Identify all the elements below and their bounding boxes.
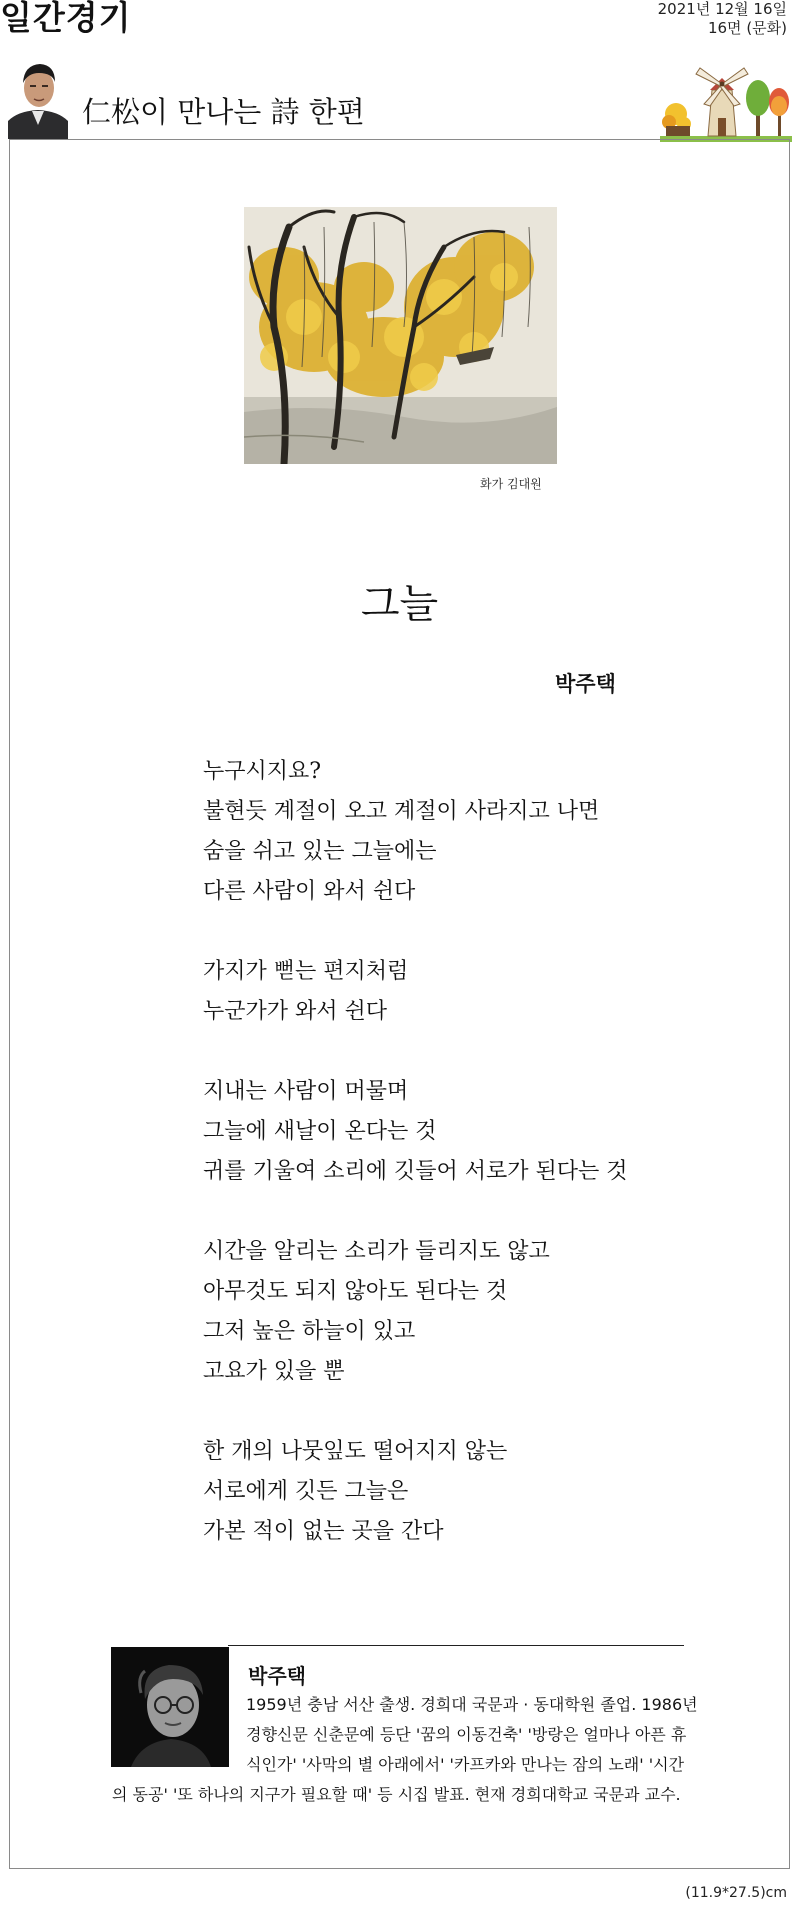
poem-line: 그늘에 새날이 온다는 것 (203, 1119, 437, 1144)
poem-line: 시간을 알리는 소리가 들리지도 않고 (203, 1239, 550, 1264)
poem-stanza (203, 952, 723, 1032)
artwork-credit: 화가 김대원 (480, 477, 542, 491)
bio-line: 의 동공' '또 하나의 지구가 필요할 때' 등 시집 발표. 현재 경희대학교 국문과 교수. (112, 1785, 681, 1804)
columnist-portrait-icon (8, 55, 68, 139)
poem-body (203, 752, 723, 1592)
poem-line: 누군가가 와서 쉰다 (203, 999, 388, 1024)
dateline (658, 0, 787, 38)
poem-stanza (203, 1232, 723, 1392)
bio-poet-name: 박주택 (248, 1664, 306, 1688)
windmill-flowers-tree-icon (660, 62, 792, 142)
poet-name: 박주택 (555, 672, 616, 696)
poem-stanza (203, 752, 723, 912)
poem-line: 지내는 사람이 머물며 (203, 1079, 409, 1104)
print-size-note: (11.9*27.5)cm (685, 1885, 787, 1901)
bio-divider (228, 1645, 684, 1646)
poem-stanza (203, 1072, 723, 1192)
poem-stanza (203, 1432, 723, 1552)
bio-line: 1959년 충남 서산 출생. 경희대 국문과 · 동대학원 졸업. 1986년 (246, 1695, 698, 1714)
poem-line: 불현듯 계절이 오고 계절이 사라지고 나면 (203, 799, 600, 824)
bio-line: 경향신문 신춘문예 등단 '꿈의 이동건축' '방랑은 얼마나 아픈 휴 (246, 1725, 687, 1744)
poem-line: 그저 높은 하늘이 있고 (203, 1319, 416, 1344)
poem-line: 아무것도 되지 않아도 된다는 것 (203, 1279, 508, 1304)
poem-title: 그늘 (360, 581, 439, 627)
poem-line: 귀를 기울여 소리에 깃들어 서로가 된다는 것 (203, 1159, 628, 1184)
column-title: 仁松이 만나는 詩 한편 (82, 95, 365, 129)
newspaper-masthead: 일간경기 (0, 0, 132, 37)
issue-date: 2021년 12월 16일 (657, 0, 787, 18)
poem-line: 한 개의 나뭇잎도 떨어지지 않는 (203, 1439, 508, 1464)
forsythia-willow-painting (244, 207, 557, 464)
bio-line: 식인가' '사막의 별 아래에서' '카프카와 만나는 잠의 노래' '시간 (246, 1755, 685, 1774)
poem-line: 다른 사람이 와서 쉰다 (203, 879, 416, 904)
page-section: 16면 (문화) (707, 19, 787, 37)
poem-line: 가본 적이 없는 곳을 간다 (203, 1519, 444, 1544)
poem-line: 가지가 뻗는 편지처럼 (203, 959, 409, 984)
poem-line: 서로에게 깃든 그늘은 (203, 1479, 409, 1504)
poem-line: 고요가 있을 뿐 (203, 1359, 345, 1384)
bio-text (112, 1690, 702, 1810)
poem-line: 누구시지요? (203, 759, 322, 784)
poem-line: 숨을 쉬고 있는 그늘에는 (203, 839, 437, 864)
